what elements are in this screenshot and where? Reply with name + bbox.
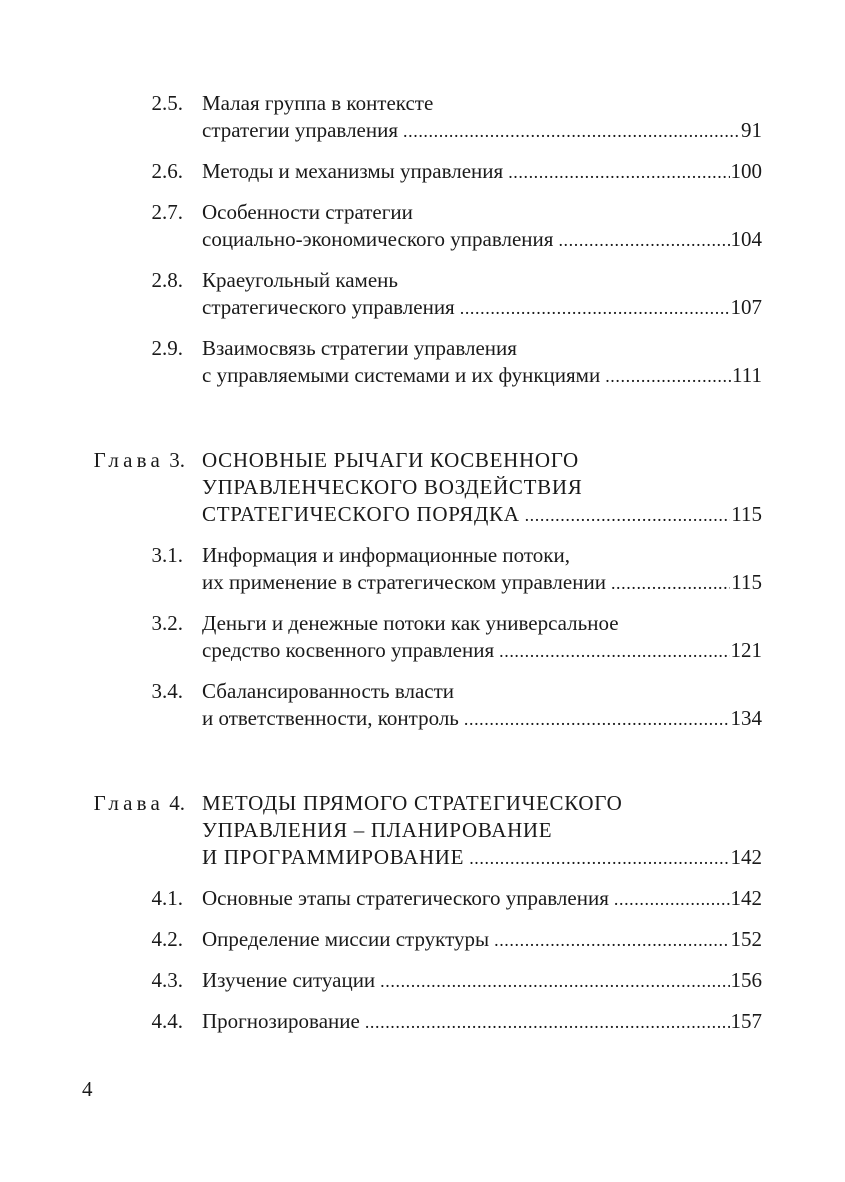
toc-entry-4-4 xyxy=(0,1008,845,1036)
toc-entry-2-7 xyxy=(0,199,845,254)
section-title xyxy=(202,926,762,954)
section-title xyxy=(202,885,762,913)
toc-chapter-4 xyxy=(0,790,845,872)
section-number: 3.1. xyxy=(151,543,183,567)
toc-entry-2-6 xyxy=(0,158,845,186)
title-line: стратегического управления xyxy=(202,295,455,319)
page-number: 142 xyxy=(730,886,762,910)
chapter-word: Глава xyxy=(93,448,164,472)
chapter-number xyxy=(0,790,202,817)
section-title xyxy=(202,335,762,390)
title-line: Краеугольный камень xyxy=(202,268,398,292)
title-line: Взаимосвязь стратегии управления xyxy=(202,336,517,360)
section-title xyxy=(202,542,762,597)
toc-entry-3-4 xyxy=(0,678,845,733)
chapter-num: 3. xyxy=(169,448,185,472)
title-line: Определение миссии структуры xyxy=(202,927,490,951)
page-number: 107 xyxy=(730,295,762,319)
title-last-line xyxy=(202,844,762,872)
toc-entry-2-5 xyxy=(0,90,845,145)
section-title xyxy=(202,967,762,995)
toc-entry-4-2 xyxy=(0,926,845,954)
section-number: 2.7. xyxy=(151,200,183,224)
title-last-line xyxy=(202,705,762,733)
section-title xyxy=(202,199,762,254)
page-number: 134 xyxy=(730,706,762,730)
section-title xyxy=(202,610,762,665)
title-last-line xyxy=(202,569,762,597)
title-line: стратегии управления xyxy=(202,118,399,142)
dot-leader xyxy=(494,927,729,954)
title-last-line xyxy=(202,362,762,390)
chapter-title xyxy=(202,790,762,872)
title-line: Прогнозирование xyxy=(202,1009,360,1033)
chapter-number xyxy=(0,447,202,474)
page-number: 115 xyxy=(731,502,762,526)
title-last-line xyxy=(202,158,762,186)
title-line: Деньги и денежные потоки как универсальное xyxy=(202,611,619,635)
title-last-line xyxy=(202,1008,762,1036)
title-line: УПРАВЛЕНИЯ – ПЛАНИРОВАНИЕ xyxy=(202,818,553,842)
dot-leader xyxy=(508,159,729,186)
title-line: Изучение ситуации xyxy=(202,968,376,992)
section-title xyxy=(202,90,762,145)
chapter-num: 4. xyxy=(169,791,185,815)
title-line: И ПРОГРАММИРОВАНИЕ xyxy=(202,845,465,869)
title-line: их применение в стратегическом управлении xyxy=(202,570,606,594)
section-title xyxy=(202,678,762,733)
section-number: 4.4. xyxy=(151,1009,183,1033)
title-line: Сбалансированность власти xyxy=(202,679,455,703)
table-of-contents xyxy=(0,90,845,1036)
toc-entry-2-9 xyxy=(0,335,845,390)
dot-leader xyxy=(605,363,731,390)
title-last-line xyxy=(202,294,762,322)
page-number: 100 xyxy=(730,159,762,183)
title-last-line xyxy=(202,117,762,145)
dot-leader xyxy=(464,706,730,733)
chapter-word: Глава xyxy=(93,791,164,815)
toc-entry-3-1 xyxy=(0,542,845,597)
section-number: 2.5. xyxy=(151,91,183,115)
section-number: 4.1. xyxy=(151,886,183,910)
page-number: 142 xyxy=(730,845,762,869)
section-number: 4.2. xyxy=(151,927,183,951)
page-number: 157 xyxy=(730,1009,762,1033)
title-line: Информация и информационные потоки, xyxy=(202,543,570,567)
page-number: 111 xyxy=(732,363,762,387)
section-number: 3.2. xyxy=(151,611,183,635)
page-number: 121 xyxy=(730,638,762,662)
title-line: Малая группа в контексте xyxy=(202,91,434,115)
section-number: 4.3. xyxy=(151,968,183,992)
dot-leader xyxy=(460,295,730,322)
title-line: с управляемыми системами и их функциями xyxy=(202,363,601,387)
title-last-line xyxy=(202,885,762,913)
section-number: 3.4. xyxy=(151,679,183,703)
title-last-line xyxy=(202,926,762,954)
section-title xyxy=(202,267,762,322)
dot-leader xyxy=(365,1009,730,1036)
toc-entry-4-3 xyxy=(0,967,845,995)
dot-leader xyxy=(380,968,729,995)
title-line: ОСНОВНЫЕ РЫЧАГИ КОСВЕННОГО xyxy=(202,448,579,472)
title-line: Методы и механизмы управления xyxy=(202,159,504,183)
title-line: Особенности стратегии xyxy=(202,200,413,224)
toc-entry-3-2 xyxy=(0,610,845,665)
page-number: 104 xyxy=(730,227,762,251)
title-last-line xyxy=(202,967,762,995)
title-last-line xyxy=(202,637,762,665)
section-title xyxy=(202,158,762,186)
dot-leader xyxy=(558,227,729,254)
chapter-title xyxy=(202,447,762,529)
section-number: 2.8. xyxy=(151,268,183,292)
title-line: СТРАТЕГИЧЕСКОГО ПОРЯДКА xyxy=(202,502,520,526)
dot-leader xyxy=(525,502,731,529)
section-title xyxy=(202,1008,762,1036)
title-line: и ответственности, контроль xyxy=(202,706,459,730)
page-number: 152 xyxy=(730,927,762,951)
dot-leader xyxy=(469,845,729,872)
title-last-line xyxy=(202,226,762,254)
page-folio: 4 xyxy=(82,1077,93,1101)
dot-leader xyxy=(403,118,740,145)
title-line: социально-экономического управления xyxy=(202,227,554,251)
section-number: 2.9. xyxy=(151,336,183,360)
page-number: 115 xyxy=(731,570,762,594)
dot-leader xyxy=(614,886,730,913)
toc-chapter-3 xyxy=(0,447,845,529)
title-last-line xyxy=(202,501,762,529)
page-number: 91 xyxy=(741,118,762,142)
title-line: средство косвенного управления xyxy=(202,638,495,662)
dot-leader xyxy=(611,570,730,597)
toc-entry-2-8 xyxy=(0,267,845,322)
dot-leader xyxy=(499,638,729,665)
title-line: УПРАВЛЕНЧЕСКОГО ВОЗДЕЙСТВИЯ xyxy=(202,475,583,499)
title-line: МЕТОДЫ ПРЯМОГО СТРАТЕГИЧЕСКОГО xyxy=(202,791,623,815)
section-number: 2.6. xyxy=(151,159,183,183)
title-line: Основные этапы стратегического управления xyxy=(202,886,609,910)
page-number: 156 xyxy=(730,968,762,992)
toc-entry-4-1 xyxy=(0,885,845,913)
